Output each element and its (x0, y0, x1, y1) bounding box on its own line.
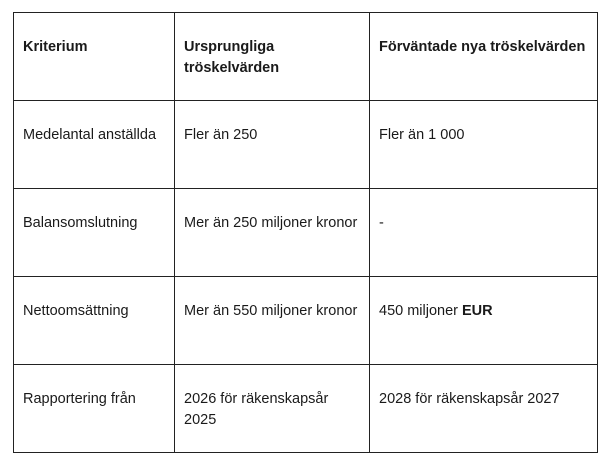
cell-new (370, 365, 598, 453)
cell-new (370, 277, 598, 365)
cell-new-text: - (379, 215, 384, 231)
cell-new-text: 450 miljoner (379, 303, 463, 319)
cell-criterion: Balansomslutning (14, 189, 175, 277)
threshold-table (13, 12, 598, 453)
table-row (14, 189, 598, 277)
cell-new (370, 189, 598, 277)
table-row (14, 101, 598, 189)
cell-criterion: Medelantal anställda (14, 101, 175, 189)
cell-original: Fler än 250 (175, 101, 370, 189)
table-header-row (14, 13, 598, 101)
cell-new-text: 2028 för räkenskapsår 2027 (379, 391, 560, 407)
header-new-thresholds: Förväntade nya tröskelvärden (370, 13, 598, 101)
cell-new-bold: EUR (462, 303, 493, 319)
cell-criterion: Nettoomsättning (14, 277, 175, 365)
cell-original: Mer än 250 miljoner kronor (175, 189, 370, 277)
cell-original: 2026 för räkenskapsår 2025 (175, 365, 370, 453)
cell-new (370, 101, 598, 189)
cell-criterion: Rapportering från (14, 365, 175, 453)
header-criterion: Kriterium (14, 13, 175, 101)
cell-original: Mer än 550 miljoner kronor (175, 277, 370, 365)
header-original-thresholds: Ursprungliga tröskelvärden (175, 13, 370, 101)
cell-new-text: Fler än 1 000 (379, 127, 465, 143)
table-row (14, 277, 598, 365)
table-row (14, 365, 598, 453)
